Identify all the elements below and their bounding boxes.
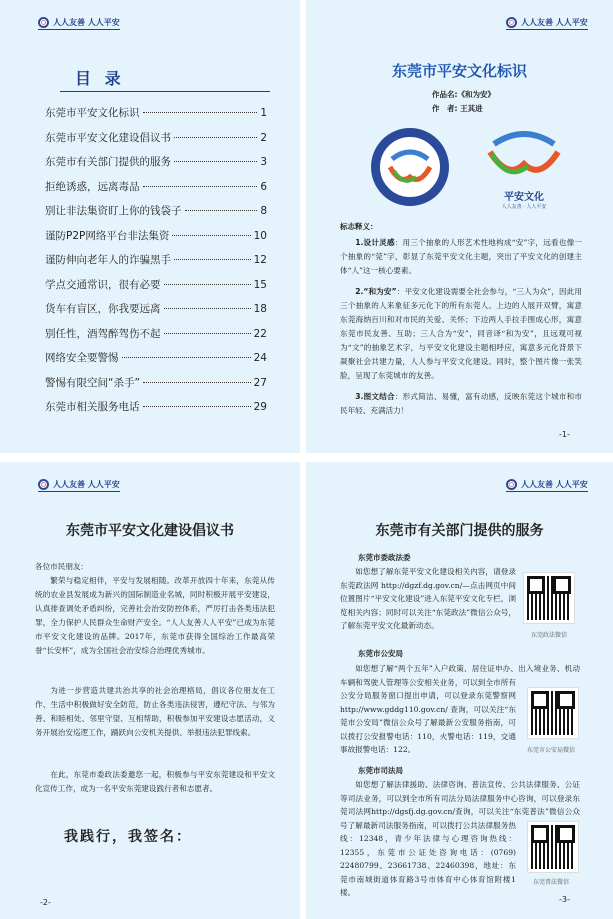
author: 作 者: 王其进 — [432, 104, 483, 113]
brand-header: 人人友善 人人平安 — [38, 479, 120, 492]
toc-item-page: 3 — [260, 156, 267, 168]
logo-text: 平安文化 — [504, 192, 544, 203]
toc-leader — [164, 333, 251, 334]
toc-item[interactable] — [45, 399, 267, 424]
toc-item[interactable] — [45, 326, 267, 351]
toc-item[interactable] — [45, 179, 267, 204]
paragraph — [340, 390, 582, 418]
page-3 — [306, 462, 613, 919]
paragraph-label: 3.图文结合 — [355, 392, 395, 401]
toc-item[interactable] — [45, 203, 267, 228]
section-heading: 标志释义： — [340, 222, 378, 231]
toc-item-label: 拒绝诱惑，远离毒品 — [45, 180, 140, 193]
toc-leader — [122, 357, 251, 358]
toc-item[interactable] — [45, 252, 267, 277]
toc-item-label: 别任性，酒驾醉驾伤不起 — [45, 327, 161, 340]
paragraph-text: 如您想了解“两个五年”入户政策、居住证申办、出入境业务、机动车辆和驾驶人管理等公安相关业务，可以到全市所有公安分局服务窗口提出申请，可以登录东莞警察网 http://www.gddg110.gov.cn/ 查询，可以关注“东莞市公安局”微信公众号了解最新公安服务指南，可以拨打公安报警电话：110，火警电话：119，交通事故报警电话：122。 — [340, 664, 580, 754]
logo-figure-icon — [484, 124, 564, 184]
toc-item[interactable] — [45, 105, 267, 130]
toc-item-page: 6 — [260, 180, 267, 193]
toc-leader — [143, 112, 258, 113]
section-heading: 东莞市司法局 — [358, 766, 403, 775]
section-heading: 东莞市委政法委 — [358, 553, 411, 562]
qr-code — [528, 688, 578, 738]
qr-caption: 东莞市公安局微信 — [526, 747, 575, 754]
toc-item[interactable] — [45, 228, 267, 253]
qr-caption: 东莞政法微信 — [530, 632, 567, 639]
toc-leader — [143, 382, 251, 383]
toc-item[interactable] — [45, 301, 267, 326]
logo-figure-icon — [380, 137, 440, 197]
toc-leader — [172, 235, 250, 236]
toc-leader — [164, 308, 251, 309]
paragraph — [340, 285, 582, 383]
toc-item-label: 货车有盲区，你我要远离 — [45, 303, 161, 315]
paragraph-label: 1.设计灵感 — [355, 238, 395, 247]
signature-prompt: 我践行，我签名： — [64, 829, 192, 845]
paragraph: 如您想了解东莞平安文化建设相关内容，请登录东莞政法网 http://dgzf.dg.gov.cn/—点击网页中间位置图片“平安文化建设”进入东莞平安文化专栏，浏览相关内容；同时可以关注“东莞政法”微信公众号，了解东莞平安文化最新动态。 — [340, 567, 516, 630]
toc-leader — [143, 186, 258, 187]
toc-item-page: 29 — [253, 401, 267, 413]
toc-item-label: 东莞市相关服务电话 — [45, 401, 140, 413]
work-name: 作品名:《和为安》 — [432, 90, 495, 99]
toc-leader — [174, 259, 251, 260]
toc-leader — [174, 161, 257, 162]
section-heading: 东莞市公安局 — [358, 649, 403, 658]
paragraph: 在此，东莞市委政法委邀您一起，积极参与平安东莞建设和平安文化宣传工作，成为一名平安东莞建设践行者和志愿者。 — [35, 770, 275, 793]
toc-item-page: 22 — [253, 327, 267, 340]
toc-item-label: 警惕有限空间“杀手” — [45, 376, 140, 389]
page-title: 东莞市有关部门提供的服务 — [375, 523, 544, 539]
qr-code — [528, 822, 578, 872]
toc-item[interactable] — [45, 277, 267, 302]
toc-item[interactable] — [45, 375, 267, 400]
toc-item-page: 24 — [253, 352, 267, 364]
emblem-icon — [506, 479, 517, 490]
page-number: -2- — [40, 898, 51, 907]
paragraph: 为进一步营造共建共治共享的社会治理格局，倡议各位朋友在工作、生活中积极做好安全防范，防止各类违法侵害，遵纪守法、与邻为善、和睦相处、邻里守望、互相帮助，积极参加平安建设志愿活动，义务开展治安巡逻工作，踊跃向公安机关提供、举报违法犯罪线索。 — [35, 686, 275, 737]
toc-item-page: 2 — [260, 131, 267, 144]
brand-header: 人人友善 人人平安 — [506, 17, 588, 30]
toc-leader — [185, 210, 258, 211]
page-2 — [0, 462, 300, 919]
toc-item-page: 18 — [253, 303, 267, 315]
toc-item[interactable] — [45, 130, 267, 155]
page-title: 东莞市平安文化标识 — [391, 62, 527, 80]
toc-item-page: 8 — [260, 205, 267, 217]
paragraph-text: ：平安文化建设需要全社会参与，“三人为众”，因此用三个抽象的人来象征多元化下的所有东莞人。上边的人展开双臂，寓意东莞海纳百川和对市民的关爱、关怀；下边两人手拉手围成心形，寓意东莞市民友善、互助；三人合为“安”，同音译“和为安”，且远观可视为“文”的抽象艺术字，与平安文化建设主题相呼应，寓意多元化背景下凝聚社会共建力量，人人参与平安文化建设。同时，整个图片像一张笑脸，呈现了东莞城市的友善。 — [340, 287, 583, 380]
paragraph-text: ：用三个抽象的人形艺术性地构成“安”字，远看也像一个抽象的“莞”字，彰显了东莞平安文化主题，突出了平安文化的创建主体“人”这一核心要素。 — [340, 238, 583, 275]
logo-subtext: 人人友善 · 人人平安 — [501, 204, 547, 210]
toc-item-page: 15 — [253, 278, 267, 291]
emblem-icon — [506, 17, 517, 28]
toc-leader — [143, 406, 251, 407]
toc-item-label: 谨防伸向老年人的诈骗黑手 — [45, 254, 171, 266]
toc-item-page: 1 — [260, 107, 267, 119]
paragraph-text: 如您想了解法律援助、法律咨询、普法宣传、公共法律服务、公证等司法业务，可以到全市所有司法分局法律服务中心咨询，可以登录东莞司法网http://dgsfj.dg.gov.cn/查询，可以关注“东莞普法”微信公众号了解最新司法服务指南，可以拨打公共法律服务热线：12348，青少年法律与心理咨询热线：12355，东莞市公证处咨询电话：(0769) 22480799、23661738、22460398，地址：东莞市南城街道体育路3号市体育中心体育馆附楼1楼。 — [340, 780, 580, 897]
toc-item-label: 东莞市平安文化标识 — [45, 107, 140, 119]
divider — [60, 91, 270, 92]
qr-code — [524, 573, 574, 623]
toc-item-label: 东莞市平安文化建设倡议书 — [45, 131, 171, 144]
toc-item-page: 27 — [253, 376, 267, 389]
salutation: 各位市民朋友： — [35, 562, 89, 571]
page-toc — [0, 0, 300, 453]
page-number: -3- — [559, 895, 570, 904]
toc-item-page: 12 — [253, 254, 267, 266]
qr-caption: 东莞普法微信 — [532, 879, 569, 886]
brand-header: 人人友善 人人平安 — [506, 479, 588, 492]
emblem-icon — [38, 479, 49, 490]
page-title: 东莞市平安文化建设倡议书 — [66, 523, 234, 539]
toc-item-label: 谨防P2P网络平台非法集资 — [45, 229, 170, 242]
round-emblem — [371, 128, 449, 206]
toc-item-label: 东莞市有关部门提供的服务 — [45, 156, 171, 168]
page-1 — [306, 0, 613, 453]
brand-header: 人人友善 人人平安 — [38, 17, 120, 30]
paragraph: 繁荣与稳定相伴，平安与发展相随。改革开放四十年来，东莞从传统的农业县发展成为新兴的国际制造业名城，同时积极开展平安建设，认真排查调处矛盾纠纷，完善社会治安防控体系，严厉打击各类违法犯罪，全力保护人民群众生命财产安全。“人人友善人人平安”已成为东莞市平安文化建设的品牌。2017年，东莞市获得全国综治工作最高荣誉“长安杯”，成为全国社会治安综合治理优秀城市。 — [35, 576, 275, 655]
toc-item-page: 10 — [253, 229, 267, 242]
toc-leader — [174, 137, 257, 138]
toc-list — [45, 105, 267, 424]
toc-item[interactable] — [45, 350, 267, 375]
emblem-icon — [38, 17, 49, 28]
toc-item-label: 学点交通常识，很有必要 — [45, 278, 161, 291]
page-number: -1- — [559, 430, 570, 439]
toc-item-label: 网络安全要警惕 — [45, 352, 119, 364]
paragraph-label: 2.“和为安” — [355, 287, 397, 296]
toc-item[interactable] — [45, 154, 267, 179]
toc-leader — [164, 284, 251, 285]
paragraph — [340, 236, 582, 278]
toc-title: 目 录 — [75, 69, 125, 88]
safe-culture-logo — [484, 124, 564, 210]
paragraph-text: ：形式简洁、易懂，富有动感，反映东莞这个城市和市民年轻、充满活力！ — [340, 392, 583, 415]
toc-item-label: 别让非法集资盯上你的钱袋子 — [45, 205, 182, 217]
